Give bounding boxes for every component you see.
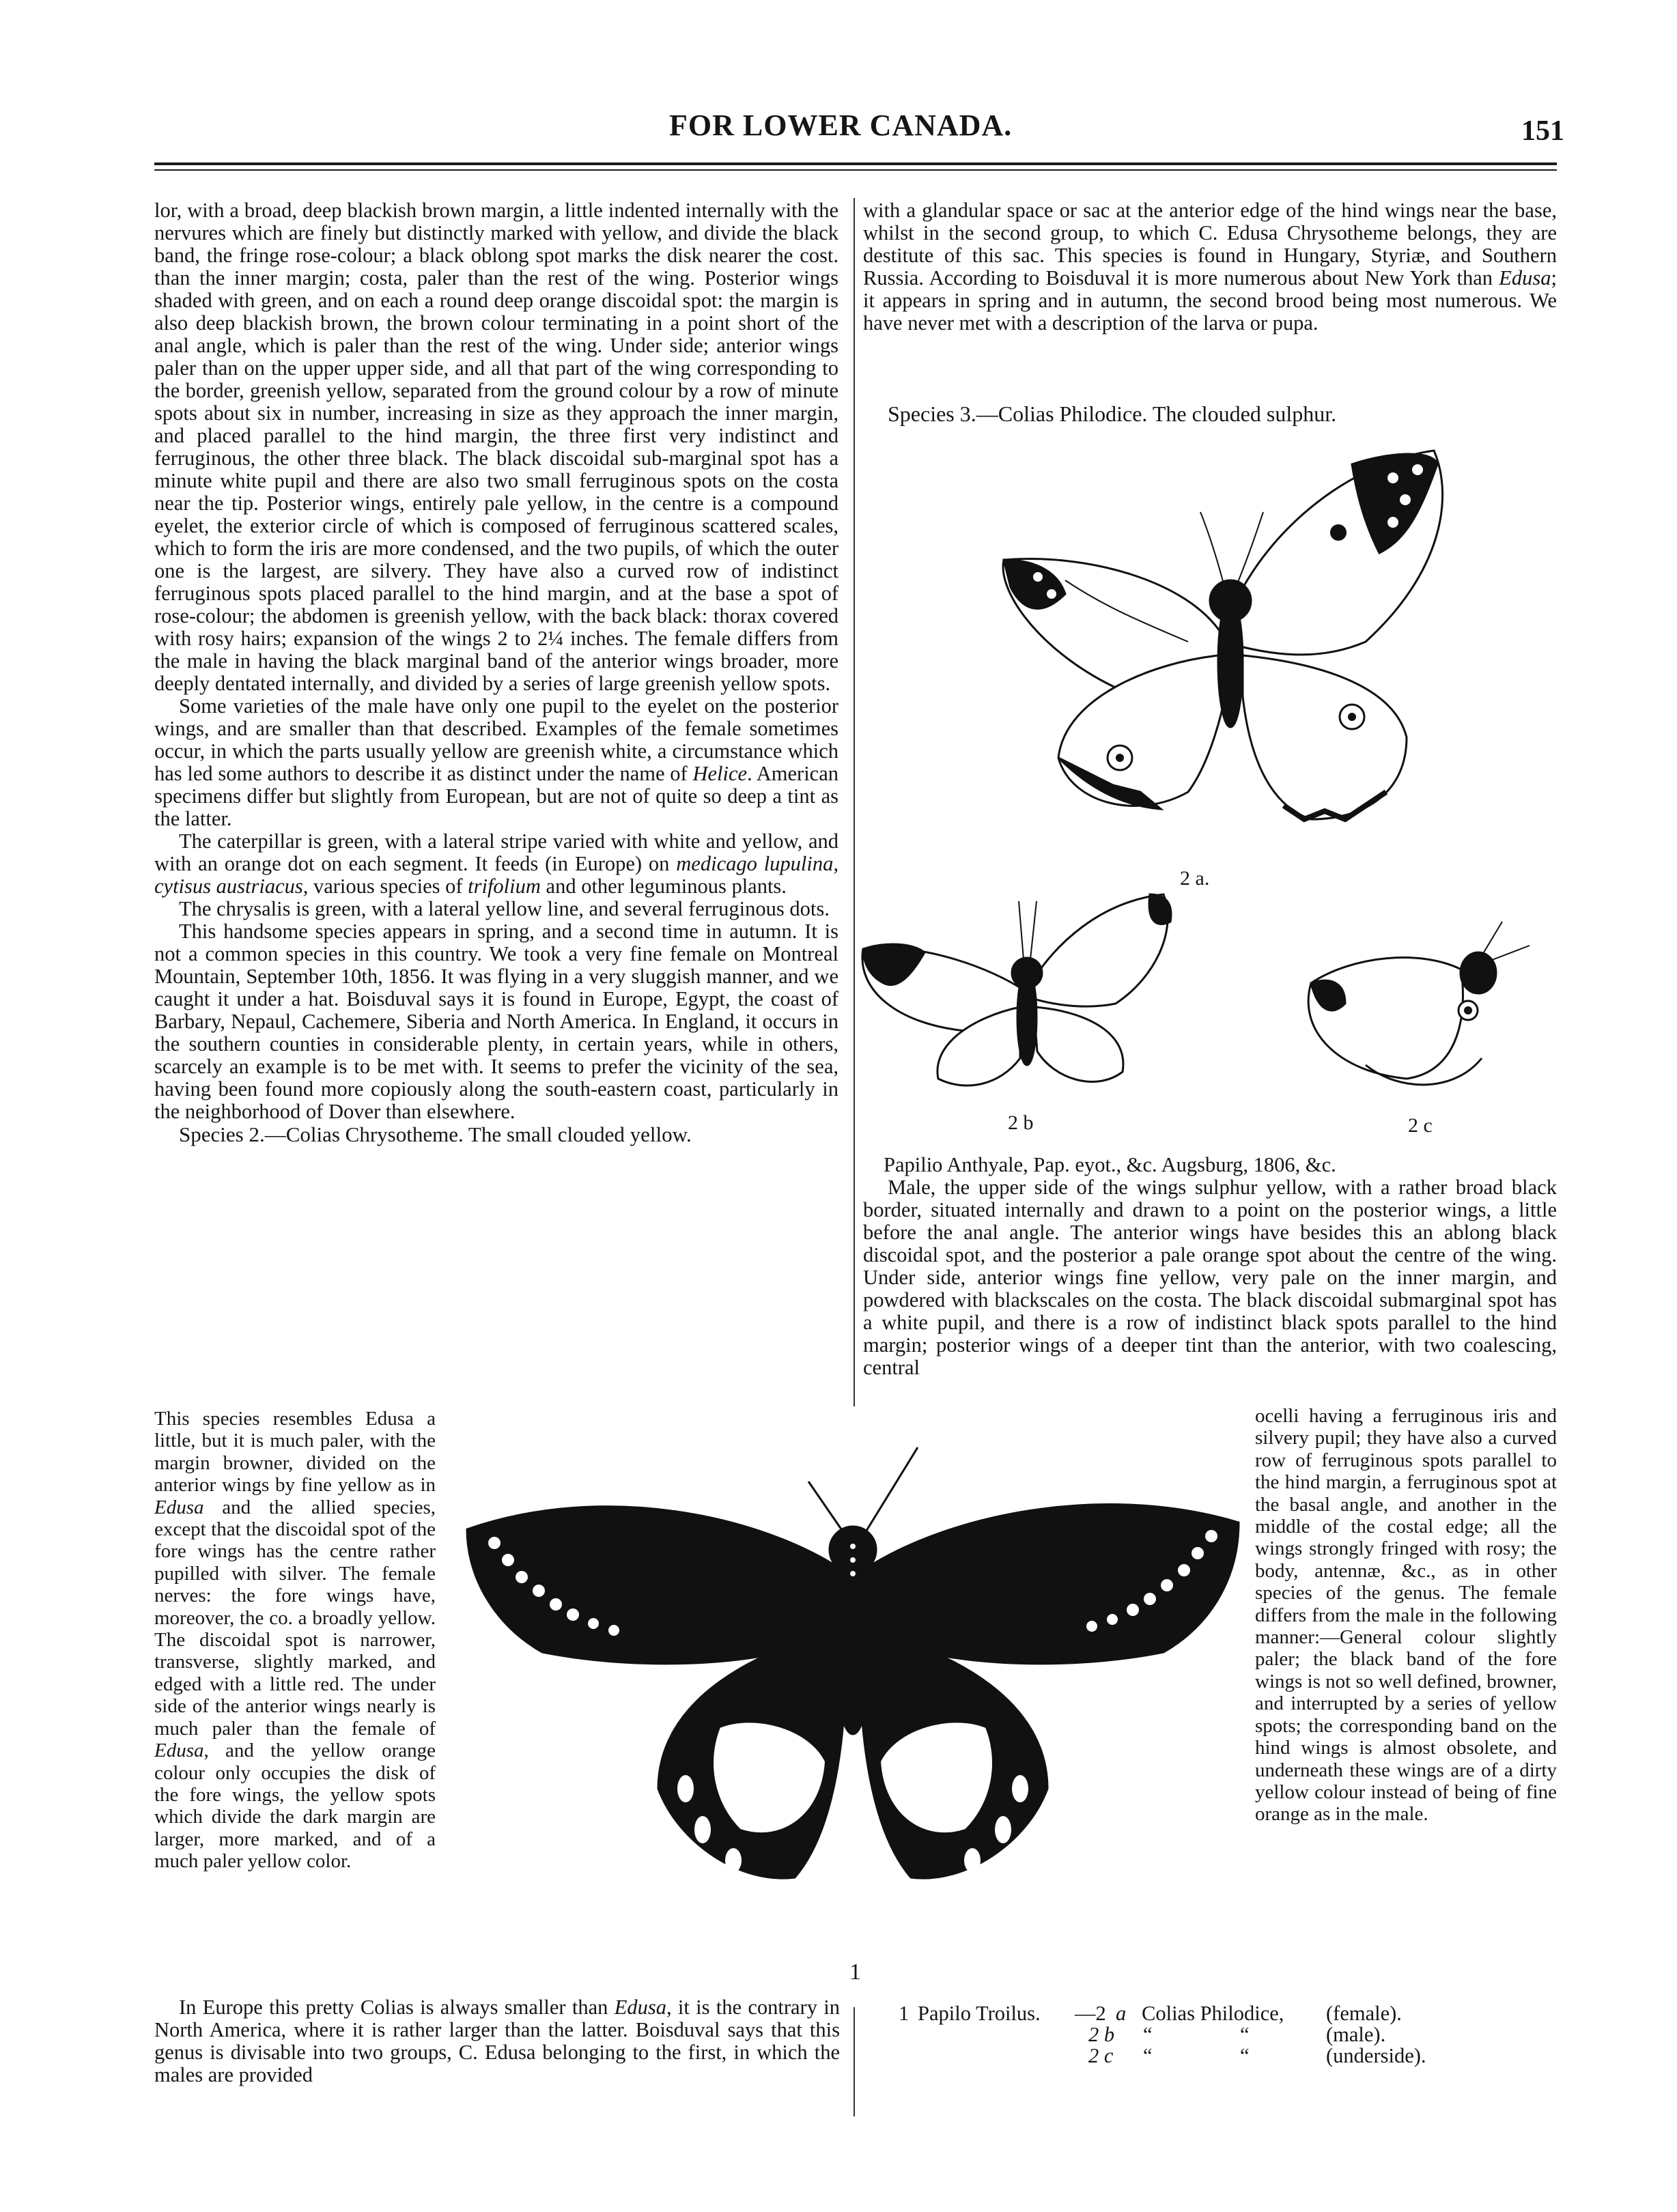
- figure-2a-butterfly: [983, 437, 1570, 860]
- paragraph: In Europe this pretty Colias is always smaller than Edusa, it is the contrary in North America, where it is rather larger than the latter. Boisduval says that this genus is divisable into two groups, C. Edusa belonging to the first, in which the males are provided: [154, 1996, 840, 2086]
- legend-dash: —2: [1075, 2002, 1106, 2025]
- legend-row: [899, 2024, 1554, 2045]
- running-title: FOR LOWER CANADA.: [669, 109, 1013, 142]
- paragraph: with a glandular space or sac at the anterior edge of the hind wings near the base, whilst in the second group, to which C. Edusa Chrysotheme belongs, they are destitute of this sac. This species is found in Hungary, Styriæ, and Southern Russia. According to Boisduval it is more numerous about New York than Edusa; it appears in spring and in autumn, the second brood being most numerous. We have never met with a description of the larva or pupa.: [863, 199, 1557, 335]
- paragraph: This species resembles Edusa a little, but it is much paler, with the margin browner, divided on the anterior wings by fine yellow as in Edusa and the allied species, except that the discoidal spot of the fore wings has the centre rather pupilled with silver. The female nerves: the fore wings have, moreover, the co. a broadly yellow. The discoidal spot is narrower, transverse, slightly marked, and edged with a little red. The under side of the anterior wings nearly is much paler than the female of Edusa, and the yellow orange colour only occupies the disk of the fore wings, the yellow spots which divide the dark margin are larger, more marked, and of a much paler yellow color.: [154, 1408, 436, 1873]
- paragraph: Male, the upper side of the wings sulphur yellow, with a rather broad black border, situated internally and drawn to a point on the posterior wings, a little before the anal angle. The anterior wings have besides this an ablong black discoidal spot, and the posterior a pale orange spot about the centre of the wing. Under side, anterior wings fine yellow, very pale on the inner margin, and powdered with blackscales on the costa. The black discoidal submarginal spot has a white pupil, and there is a row of indistinct black spots parallel to the hind margin; posterior wings of a deeper tint than the anterior, with two coalescing, central: [863, 1176, 1557, 1379]
- header-rule-thin: [154, 169, 1557, 171]
- paragraph: The caterpillar is green, with a lateral stripe varied with white and yellow, and with an orange dot on each segment. It feeds (in Europe) on medicago lupulina, cytisus austriacus, various species of trifolium and other leguminous plants.: [154, 830, 838, 898]
- figure-1-butterfly: [453, 1406, 1252, 1946]
- legend-row: [899, 2003, 1554, 2024]
- legend-ditto: “: [1143, 2023, 1153, 2046]
- legend-sex: (underside).: [1326, 2044, 1426, 2067]
- figure-2b-butterfly: [856, 874, 1184, 1099]
- figure-2c-label: 2 c: [1408, 1114, 1433, 1137]
- legend-species: Colias Philodice,: [1142, 2002, 1284, 2025]
- legend-sex: (male).: [1326, 2023, 1386, 2046]
- left-footer-text: [154, 1996, 840, 2086]
- figure-1-label: 1: [849, 1959, 861, 1985]
- paragraph: lor, with a broad, deep blackish brown margin, a little indented internally with the nervures which are finely but distinctly marked with yellow, and divide the black band, the fringe rose-colour; a black oblong spot marks the disk nearer the cost. than the inner margin; costa, paler than the rest of the wing. Posterior wings shaded with green, and on each a round deep orange discoidal spot: the margin is also deep blackish brown, the brown colour terminating in a point short of the anal angle, which is paler than the rest of the wing. Under side; anterior wings paler than on the upper upper side, and all that part of the wing corresponding to the border, greenish yellow, separated from the ground colour by a row of minute spots about six in number, increasing in size as they approach the inner margin, and placed parallel to the hind margin, the three first very indistinct and ferruginous, the other three black. The black discoidal sub-marginal spot has a minute white pupil and there are also two small ferruginous spots on the costa near the tip. Posterior wings, entirely pale yellow, in the centre is a compound eyelet, the exterior circle of which is composed of ferruginous scattered scales, which to form the iris are more condensed, and the two pupils, of which the outer one is the largest, are silvery. They have also a curved row of indistinct ferruginous spots placed parallel to the hind margin, and at the base a spot of rose-colour; the abdomen is greenish yellow, with the back black: thorax covered with rosy hairs; expansion of the wings 2 to 2¼ inches. The female differs from the male in having the black marginal band of the anterior wings broader, more deeply dentated internally, and divided by a series of large greenish yellow spots.: [154, 199, 838, 695]
- legend-ditto: “: [1240, 2023, 1250, 2046]
- legend-species-name: Papilo Troilus.: [918, 2002, 1041, 2025]
- butterfly-2a-drawing: [1003, 451, 1443, 819]
- synonym-line: Papilio Anthyale, Pap. eyot., &c. Augsburg, 1806, &c.: [884, 1153, 1336, 1176]
- header-rule-thick: [154, 162, 1557, 165]
- legend-number: 1: [899, 2002, 910, 2025]
- paragraph: Some varieties of the male have only one pupil to the eyelet on the posterior wings, and are smaller than that described. Examples of the female sometimes occur, in which the parts usually yellow are greenish white, a circumstance which has led some authors to describe it as distinct under the name of Helice. American specimens differ but slightly from European, but are not of quite so deep a tint as the latter.: [154, 694, 838, 830]
- right-wrap-text: [1255, 1405, 1557, 1826]
- paragraph: The chrysalis is green, with a lateral yellow line, and several ferruginous dots.: [179, 897, 830, 920]
- species-2-heading: Species 2.—Colias Chrysotheme. The small clouded yellow.: [179, 1122, 692, 1146]
- paragraph: ocelli having a ferruginous iris and silvery pupil; they have also a curved row of ferruginous spots parallel to the hind margin, a ferruginous spot at the basal angle, and another in the middle of the costal edge; all the wings strongly fringed with rosy; the body, antennæ, &c., as in other species of the genus. The female differs from the male in the following manner:—General colour slightly paler; the black band of the fore wings is not so well defined, browner, and interrupted by a series of yellow spots; the corresponding band on the hind wings is almost obsolete, and underneath these wings are of a dirty yellow colour instead of being of fine orange as in the male.: [1255, 1405, 1557, 1826]
- heading-text: Species 3.—Colias Philodice. The clouded sulphur.: [888, 401, 1337, 426]
- page-number: 151: [1521, 115, 1564, 147]
- right-column-description: [863, 1154, 1557, 1379]
- figure-legend: [899, 2003, 1554, 2067]
- legend-ditto: “: [1240, 2044, 1250, 2067]
- figure-2a-label: 2 a.: [1180, 867, 1210, 890]
- left-column-text: [154, 199, 838, 1146]
- column-divider: [854, 198, 855, 1406]
- figure-2c-butterfly: [1297, 908, 1557, 1106]
- legend-row: [899, 2045, 1554, 2067]
- legend-code: 2 b: [1088, 2023, 1115, 2046]
- butterfly-1-drawing: [467, 1447, 1239, 1878]
- butterfly-2b-drawing: [862, 894, 1171, 1086]
- species-3-heading: [888, 403, 1557, 425]
- left-wrap-text: [154, 1408, 436, 1873]
- footer-column-divider: [854, 2007, 855, 2116]
- paragraph: This handsome species appears in spring, and a second time in autumn. It is not a common species in this country. We took a very fine female on Montreal Mountain, September 10th, 1856. It was flying in a very sluggish manner, and we caught it under a hat. Boisduval says it is found in Europe, Egypt, the coast of Barbary, Nepaul, Cachemere, Siberia and North America. In England, it occurs in the southern counties in considerable plenty, in certain years, while in others, scarcely an example is to be met with. It seems to prefer the vicinity of the sea, having been found more copiously along the south-eastern coast, particularly in the neighborhood of Dover than elsewhere.: [154, 920, 838, 1123]
- right-column-text: [863, 199, 1557, 335]
- legend-sex: (female).: [1326, 2002, 1402, 2025]
- butterfly-2c-drawing: [1308, 922, 1530, 1085]
- legend-code: 2 c: [1088, 2044, 1114, 2067]
- legend-letter: a: [1116, 2002, 1127, 2025]
- legend-ditto: “: [1143, 2044, 1153, 2067]
- figure-2b-label: 2 b: [1008, 1111, 1034, 1134]
